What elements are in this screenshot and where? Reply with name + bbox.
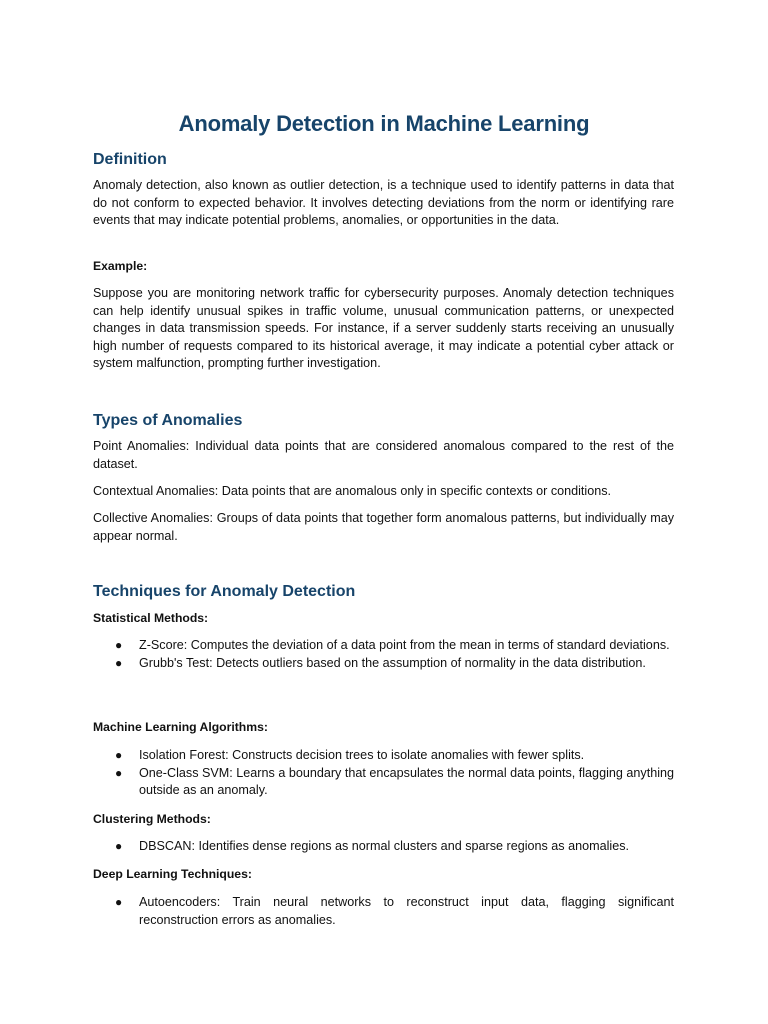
group-label-deep-learning: Deep Learning Techniques:	[93, 867, 252, 881]
clustering-list	[93, 838, 674, 856]
bullet-icon: ●	[115, 748, 123, 762]
list-item: ● Isolation Forest: Constructs decision trees to isolate anomalies with fewer splits.	[93, 747, 674, 765]
definition-text: Anomaly detection, also known as outlier detection, is a technique used to identify patterns in data that do not conform to expected behavior. It involves detecting deviations from the norm or identifying rare events that may indicate potential problems, anomalies, or opportunities in the data.	[93, 178, 674, 228]
list-item: ● Z-Score: Computes the deviation of a data point from the mean in terms of standard deviations.	[93, 637, 674, 655]
ml-list	[93, 747, 674, 800]
definition-heading: Definition	[93, 151, 167, 168]
list-item: ● Autoencoders: Train neural networks to reconstruct input data, flagging significant reconstruction errors as anomalies.	[115, 895, 674, 927]
example-text: Suppose you are monitoring network traffic for cybersecurity purposes. Anomaly detection techniques can help identify unusual spikes in traffic volume, unusual communication patterns, or unexpected changes in data transmission speeds. For instance, if a server suddenly starts receiving an unusually high number of requests compared to its historical average, it may indicate a potential cyber attack or system malfunction, prompting further investigation.	[93, 286, 674, 371]
list-item: ● Grubb's Test: Detects outliers based on the assumption of normality in the data distribution.	[93, 655, 674, 673]
type-item-collective: Collective Anomalies: Groups of data points that together form anomalous patterns, but individually may appear normal.	[93, 511, 674, 543]
deep-learning-list	[93, 894, 674, 929]
bullet-icon: ●	[115, 765, 123, 780]
type-item-contextual: Contextual Anomalies: Data points that are anomalous only in specific contexts or conditions.	[93, 484, 612, 498]
list-item: ● One-Class SVM: Learns a boundary that encapsulates the normal data points, flagging anything outside as an anomaly.	[115, 765, 674, 798]
group-label-clustering: Clustering Methods:	[93, 812, 211, 826]
group-label-statistical: Statistical Methods:	[93, 611, 209, 625]
bullet-icon: ●	[115, 895, 123, 909]
statistical-list	[93, 637, 674, 672]
bullet-icon: ●	[115, 655, 123, 670]
page-title: Anomaly Detection in Machine Learning	[178, 111, 590, 136]
list-item: ● DBSCAN: Identifies dense regions as normal clusters and sparse regions as anomalies.	[93, 838, 674, 856]
bullet-icon: ●	[115, 839, 123, 853]
type-item-point: Point Anomalies: Individual data points that are considered anomalous compared to the rest of the dataset.	[93, 439, 674, 471]
types-heading: Types of Anomalies	[93, 412, 243, 429]
techniques-heading: Techniques for Anomaly Detection	[93, 583, 356, 600]
group-label-ml: Machine Learning Algorithms:	[93, 720, 268, 734]
bullet-icon: ●	[115, 638, 123, 652]
example-label: Example:	[93, 259, 148, 273]
